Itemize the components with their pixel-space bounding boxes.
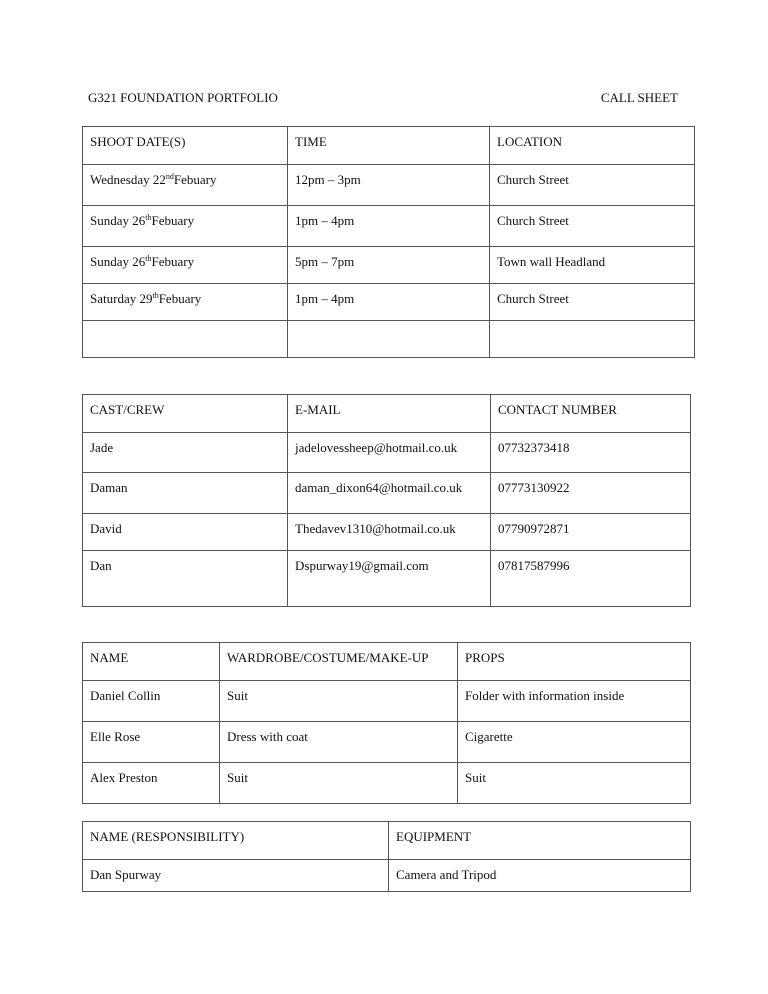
equipment-cell: Camera and Tripod (389, 860, 691, 892)
email-cell: Thedavev1310@hotmail.co.uk (288, 514, 491, 551)
table-header-row (83, 643, 691, 681)
time-cell: 1pm – 4pm (288, 206, 490, 247)
schedule-table (82, 126, 695, 358)
table-header-row (83, 395, 691, 433)
responsible-name-cell: Dan Spurway (83, 860, 389, 892)
time-cell: 5pm – 7pm (288, 247, 490, 284)
table-header-row (83, 822, 691, 860)
email-cell: jadelovessheep@hotmail.co.uk (288, 433, 491, 473)
email-cell: Dspurway19@gmail.com (288, 551, 491, 607)
wardrobe-cell: Suit (220, 763, 458, 804)
props-cell: Cigarette (458, 722, 691, 763)
header-cell: PROPS (458, 643, 691, 681)
header-cell: E-MAIL (288, 395, 491, 433)
header-cell: NAME (83, 643, 220, 681)
cast-name-cell: Alex Preston (83, 763, 220, 804)
empty-cell (288, 321, 490, 358)
header-cell: WARDROBE/COSTUME/MAKE-UP (220, 643, 458, 681)
empty-cell (83, 321, 288, 358)
call-sheet-title: CALL SHEET (600, 90, 678, 105)
wardrobe-cell: Dress with coat (220, 722, 458, 763)
empty-cell (490, 321, 695, 358)
table-header-row (83, 127, 695, 165)
crew-name-cell: Dan (83, 551, 288, 607)
document-header (88, 90, 678, 108)
time-cell: 12pm – 3pm (288, 165, 490, 206)
props-cell: Folder with information inside (458, 681, 691, 722)
table-row (83, 551, 691, 607)
cast-name-cell: Elle Rose (83, 722, 220, 763)
header-cell: SHOOT DATE(S) (83, 127, 288, 165)
time-cell: 1pm – 4pm (288, 284, 490, 321)
header-cell: CAST/CREW (83, 395, 288, 433)
crew-name-cell: David (83, 514, 288, 551)
shoot-date-cell: Wednesday 22ndFebuary (83, 165, 288, 206)
shoot-date-cell: Sunday 26thFebuary (83, 206, 288, 247)
crew-name-cell: Jade (83, 433, 288, 473)
phone-cell: 07732373418 (491, 433, 691, 473)
table-row (83, 433, 691, 473)
shoot-date-cell: Saturday 29thFebuary (83, 284, 288, 321)
header-cell: EQUIPMENT (389, 822, 691, 860)
portfolio-title: G321 FOUNDATION PORTFOLIO (88, 90, 278, 105)
table-row (83, 681, 691, 722)
cast-name-cell: Daniel Collin (83, 681, 220, 722)
crew-name-cell: Daman (83, 473, 288, 514)
table-row (83, 473, 691, 514)
email-cell: daman_dixon64@hotmail.co.uk (288, 473, 491, 514)
table-row (83, 284, 695, 321)
empty-row (83, 321, 695, 358)
shoot-date-cell: Sunday 26thFebuary (83, 247, 288, 284)
table-row (83, 247, 695, 284)
equipment-table (82, 821, 691, 892)
cast-crew-table (82, 394, 691, 607)
header-cell: TIME (288, 127, 490, 165)
location-cell: Church Street (490, 165, 695, 206)
table-row (83, 165, 695, 206)
phone-cell: 07773130922 (491, 473, 691, 514)
location-cell: Church Street (490, 206, 695, 247)
location-cell: Church Street (490, 284, 695, 321)
table-row (83, 763, 691, 804)
table-row (83, 514, 691, 551)
wardrobe-props-table (82, 642, 691, 804)
header-cell: NAME (RESPONSIBILITY) (83, 822, 389, 860)
location-cell: Town wall Headland (490, 247, 695, 284)
phone-cell: 07817587996 (491, 551, 691, 607)
phone-cell: 07790972871 (491, 514, 691, 551)
props-cell: Suit (458, 763, 691, 804)
header-cell: CONTACT NUMBER (491, 395, 691, 433)
table-row (83, 722, 691, 763)
table-row (83, 206, 695, 247)
header-cell: LOCATION (490, 127, 695, 165)
wardrobe-cell: Suit (220, 681, 458, 722)
table-row (83, 860, 691, 892)
